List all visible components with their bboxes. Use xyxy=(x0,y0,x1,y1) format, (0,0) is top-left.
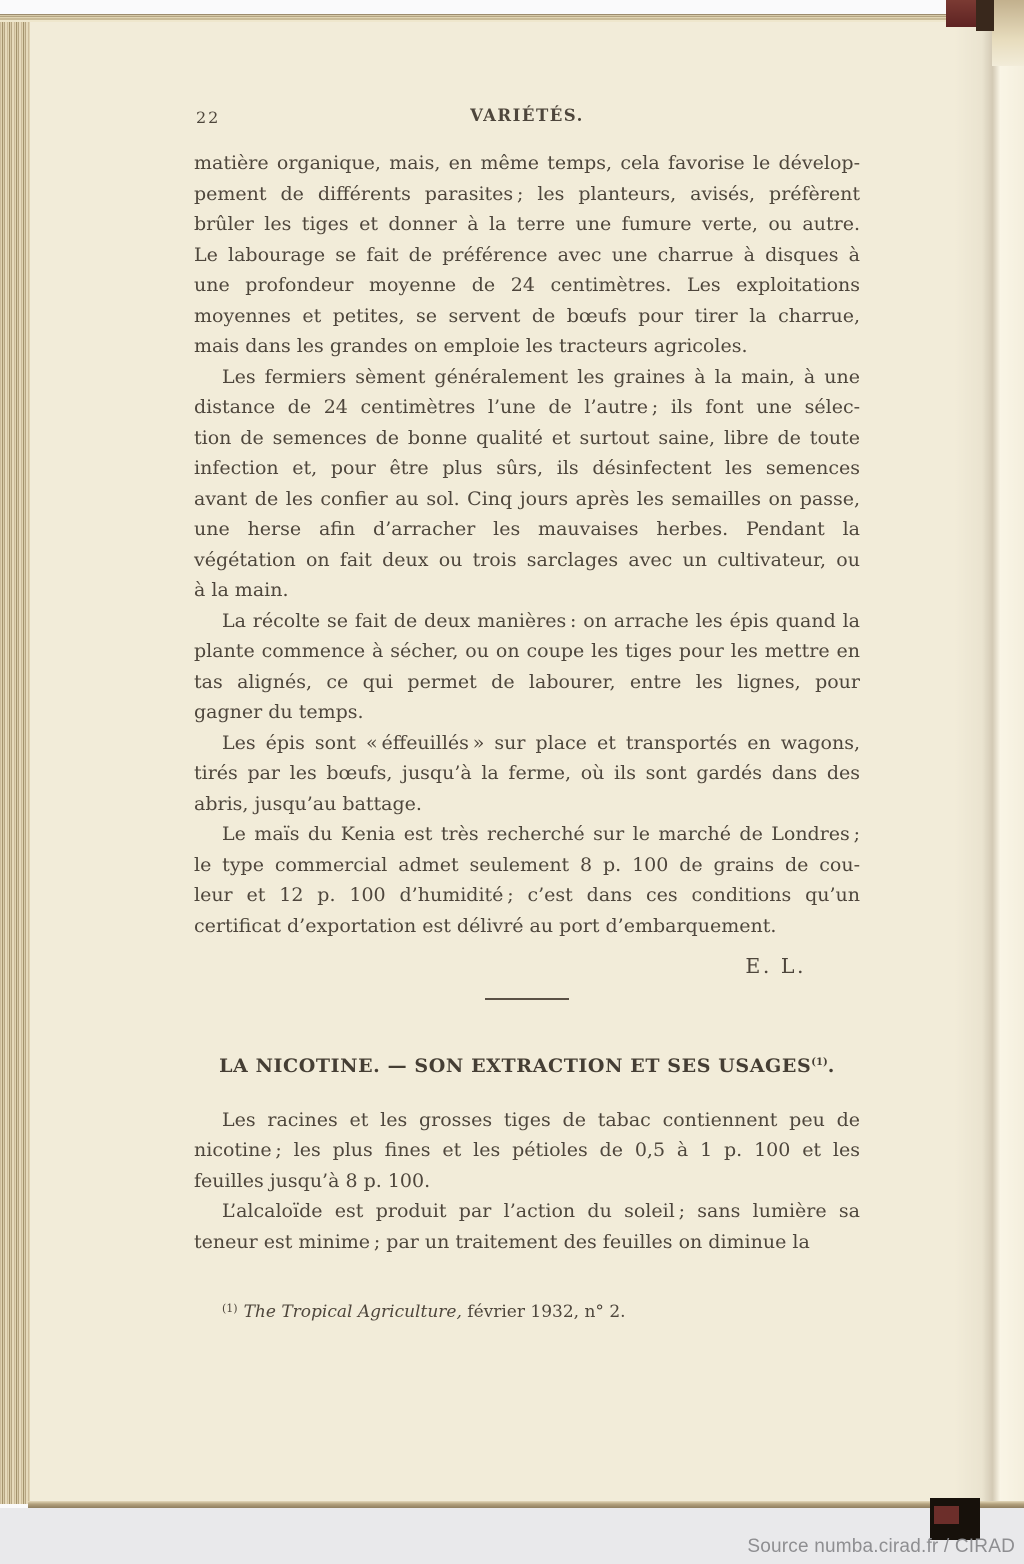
text-line: Les épis sont « éffeuillés » sur place et transportés en wagons, xyxy=(222,731,860,754)
text-line: matière organique, mais, en même temps, cela favorise le dévelop- xyxy=(194,152,860,174)
text-line: distance de 24 centimètres l’une de l’autre ; ils font une sélec- xyxy=(194,396,860,418)
book-fore-edge xyxy=(0,16,32,1504)
book-spine-fragment-top xyxy=(946,0,978,27)
book-top-edge xyxy=(0,14,1008,22)
text-line: feuilles jusqu’à 8 p. 100. xyxy=(194,1169,431,1192)
article-1-body xyxy=(194,148,860,941)
paragraph xyxy=(194,606,860,728)
text-line: teneur est minime ; par un traitement des feuilles on diminue la xyxy=(194,1230,810,1253)
page-corner-curl xyxy=(992,0,1024,66)
text-line: tas alignés, ce qui permet de labourer, entre les lignes, pour xyxy=(194,670,860,693)
book-cover-fragment-bottom xyxy=(930,1498,980,1540)
text-line: brûler les tiges et donner à la terre une fumure verte, ou autre. xyxy=(194,213,860,235)
footnote-text: février 1932, n° 2. xyxy=(461,1302,626,1322)
text-line: gagner du temps. xyxy=(194,701,364,723)
text-line: La récolte se fait de deux manières : on arrache les épis quand la xyxy=(222,609,860,632)
paragraph xyxy=(194,1105,860,1197)
paragraph xyxy=(194,819,860,941)
text-line: à la main. xyxy=(194,579,289,601)
section-heading xyxy=(194,1050,860,1079)
scanned-page xyxy=(30,20,1024,1502)
footnote-journal-title: The Tropical Agriculture, xyxy=(243,1302,462,1322)
text-line: le type commercial admet seulement 8 p. 100 de grains de cou- xyxy=(194,853,860,876)
text-line: végétation on fait deux ou trois sarclages avec un cultivateur, ou xyxy=(194,548,860,571)
text-line: leur et 12 p. 100 d’humidité ; c’est dans ces conditions qu’un xyxy=(194,884,860,906)
text-line: mais dans les grandes on emploie les tracteurs agricoles. xyxy=(194,335,748,357)
paragraph xyxy=(194,148,860,362)
text-column xyxy=(194,148,860,1324)
running-head xyxy=(194,106,860,130)
text-line: tion de semences de bonne qualité et surtout saine, libre de toute xyxy=(194,426,860,449)
section-heading-period: . xyxy=(827,1054,835,1077)
author-signature: E. L. xyxy=(745,954,806,978)
text-line: une herse afin d’arracher les mauvaises herbes. Pendant la xyxy=(194,518,860,540)
text-line: Le maïs du Kenia est très recherché sur le marché de Londres ; xyxy=(222,823,860,845)
paragraph xyxy=(194,728,860,820)
text-line: moyennes et petites, se servent de bœufs pour tirer la charrue, xyxy=(194,304,860,327)
running-header-title: VARIÉTÉS. xyxy=(470,106,584,125)
text-line: Les racines et les grosses tiges de tabac contiennent peu de xyxy=(222,1108,860,1131)
paragraph xyxy=(194,362,860,606)
section-heading-text: LA NICOTINE. — SON EXTRACTION ET SES USAGES xyxy=(219,1054,812,1077)
text-line: abris, jusqu’au battage. xyxy=(194,792,422,815)
text-line: avant de les confier au sol. Cinq jours après les semailles on passe, xyxy=(194,487,860,510)
book-cover-fragment-top xyxy=(976,0,994,31)
text-line: Le labourage se fait de préférence avec une charrue à disques à xyxy=(194,243,860,266)
page-crease xyxy=(954,20,1024,1502)
section-divider-rule xyxy=(485,998,569,1000)
text-line: certificat d’exportation est délivré au port d’embarquement. xyxy=(194,914,777,937)
book-spine-fragment-bottom xyxy=(934,1506,959,1524)
text-line: nicotine ; les plus fines et les pétioles de 0,5 à 1 p. 100 et les xyxy=(194,1139,860,1161)
text-line: une profondeur moyenne de 24 centimètres. Les exploitations xyxy=(194,274,860,296)
text-line: pement de différents parasites ; les planteurs, avisés, préfèrent xyxy=(194,182,860,205)
article-2-body xyxy=(194,1105,860,1258)
book-bottom-edge xyxy=(28,1501,1024,1508)
footnote xyxy=(194,1297,860,1324)
source-credit: Source numba.cirad.fr / CIRAD xyxy=(747,1536,1015,1557)
text-line: infection et, pour être plus sûrs, ils désinfectent les semences xyxy=(194,457,860,479)
text-line: tirés par les bœufs, jusqu’à la ferme, où ils sont gardés dans des xyxy=(194,762,860,784)
text-line: plante commence à sécher, ou on coupe les tiges pour les mettre en xyxy=(194,640,860,662)
text-line: Les fermiers sèment généralement les graines à la main, à une xyxy=(222,365,860,388)
page-number: 22 xyxy=(196,108,221,127)
footnote-reference: (1) xyxy=(811,1056,828,1068)
footnote-marker: (1) xyxy=(222,1302,238,1315)
text-line: L’alcaloïde est produit par l’action du soleil ; sans lumière sa xyxy=(222,1200,860,1222)
paragraph xyxy=(194,1196,860,1257)
